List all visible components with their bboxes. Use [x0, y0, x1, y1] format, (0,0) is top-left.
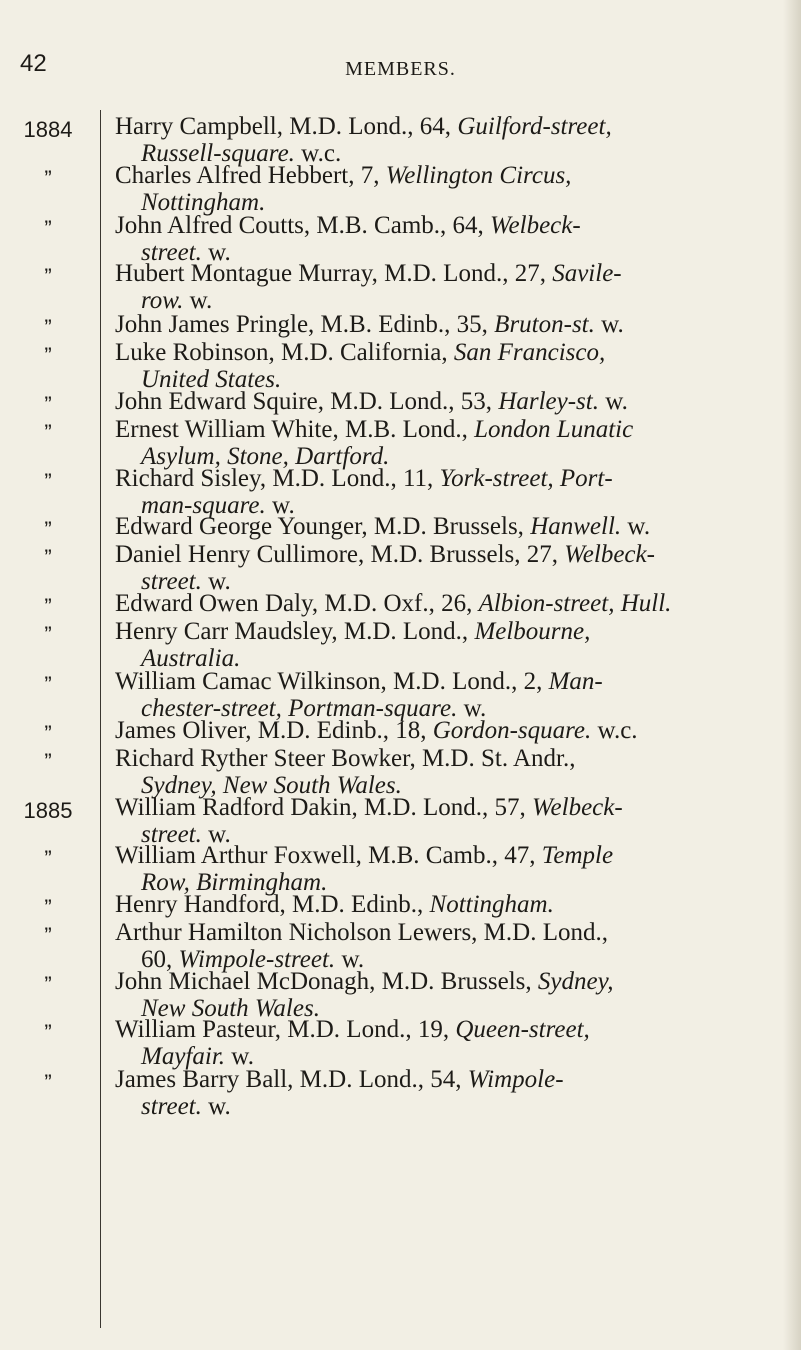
entry-line2-italic: United States. — [141, 366, 282, 393]
entry-year: ” — [44, 1020, 52, 1045]
entry-text — [115, 388, 787, 415]
entry-line1-italic: Albion-street, Hull. — [478, 590, 672, 617]
entry-text — [115, 1016, 787, 1070]
entry-line1-tail: w. — [627, 513, 651, 540]
entry-text — [115, 919, 787, 973]
entry-text — [115, 842, 787, 896]
entry-line1: Hubert Montague Murray, M.D. Lond., 27, — [115, 260, 546, 287]
entry-line1-italic: Queen-street, — [455, 1016, 590, 1043]
entry-line1: William Arthur Foxwell, M.B. Camb., 47, — [115, 842, 536, 869]
entry-line2-italic: Asylum, Stone, Dartford. — [141, 443, 390, 470]
entry-line1-tail: w.c. — [597, 717, 638, 744]
entry-year: ” — [44, 594, 52, 619]
entry-text — [115, 513, 787, 540]
entry-line1-tail: w. — [605, 388, 628, 415]
entry-line1-italic: Welbeck- — [564, 541, 655, 568]
entry-year: ” — [44, 749, 52, 774]
entry-line2-italic: row. — [141, 287, 184, 314]
entry-year: ” — [44, 315, 52, 340]
entry-year: ” — [44, 972, 52, 997]
entry-text — [115, 416, 787, 470]
entry-line2-tail: w. — [208, 1093, 231, 1120]
entry-year: ” — [44, 264, 52, 289]
entry-line2-tail: w.c. — [301, 140, 342, 167]
entry-year: ” — [44, 469, 52, 494]
entry-line1-italic: Hanwell. — [530, 513, 622, 540]
entry-year: ” — [44, 846, 52, 871]
entry-line1: Charles Alfred Hebbert, 7, — [115, 162, 380, 189]
entry-line1-italic: Guilford-street, — [457, 113, 612, 140]
entry-line1-italic: Temple — [541, 842, 614, 869]
entry-line1: Henry Carr Maudsley, M.D. Lond., — [115, 618, 469, 645]
entry-line1: Ernest William White, M.B. Lond., — [115, 416, 468, 443]
entry-text — [115, 590, 787, 617]
entry-line1: John Michael McDonagh, M.D. Brussels, — [115, 968, 532, 995]
entry-line2-italic: street. — [141, 1093, 202, 1120]
entry-text — [115, 465, 787, 519]
entry-year: ” — [44, 545, 52, 570]
entry-line2-tail: w. — [208, 821, 231, 848]
entry-year: ” — [44, 672, 52, 697]
entry-line2-tail: w. — [208, 568, 231, 595]
entry-text — [115, 1066, 787, 1120]
entry-text — [115, 162, 787, 216]
entry-year: ” — [44, 216, 52, 241]
entry-line2-italic: street. — [141, 821, 202, 848]
entry-line2-italic: street. — [141, 239, 202, 266]
page-number: 42 — [20, 50, 47, 77]
entry-line2-italic: man-square. — [141, 492, 266, 519]
entry-line1: William Radford Dakin, M.D. Lond., 57, — [115, 794, 526, 821]
entry-year: ” — [44, 1070, 52, 1095]
entry-line1-italic: Melbourne, — [474, 618, 591, 645]
entry-line2-italic: Row, Birmingham. — [141, 869, 328, 896]
entry-line2-tail: w. — [189, 287, 213, 314]
entry-line1-italic: Welbeck- — [532, 794, 623, 821]
entry-year: ” — [44, 517, 52, 542]
entry-text — [115, 668, 787, 722]
entry-line2-italic: street. — [141, 568, 202, 595]
entry-line2-italic: Sydney, New South Wales. — [141, 772, 402, 799]
entry-line2-italic: Australia. — [141, 645, 241, 672]
column-rule — [100, 110, 101, 1328]
entry-year: ” — [44, 392, 52, 417]
entry-line1-italic: San Francisco, — [453, 339, 606, 366]
entry-line1-italic: Savile- — [552, 260, 622, 287]
entry-line2-tail: w. — [208, 239, 231, 266]
entry-line1: William Camac Wilkinson, M.D. Lond., 2, — [115, 668, 543, 695]
entry-line2-italic: Mayfair. — [141, 1043, 226, 1070]
entry-text — [115, 745, 787, 799]
entry-line1-italic: London Lunatic — [474, 416, 634, 443]
entry-text — [115, 541, 787, 595]
entry-line1-italic: Bruton-st. — [494, 311, 595, 338]
entry-text — [115, 968, 787, 1022]
entry-line1-italic: Harley-st. — [498, 388, 599, 415]
entry-line2-italic: Wimpole-street. — [178, 946, 336, 973]
entry-text — [115, 339, 787, 393]
entry-line1: James Barry Ball, M.D. Lond., 54, — [115, 1066, 462, 1093]
entry-line1: John Alfred Coutts, M.B. Camb., 64, — [115, 212, 484, 239]
entry-line2-italic: Russell-square. — [141, 140, 295, 167]
entry-year: ” — [44, 895, 52, 920]
running-head: MEMBERS. — [345, 58, 456, 80]
entry-line2-italic: New South Wales. — [141, 995, 320, 1022]
entry-line1-italic: Welbeck- — [490, 212, 581, 239]
entry-text — [115, 717, 787, 744]
entry-line2-tail: w. — [341, 946, 365, 973]
entry-text — [115, 113, 787, 167]
entry-year: ” — [44, 343, 52, 368]
entry-line1-italic: Wimpole- — [467, 1066, 564, 1093]
entry-year: 1885 — [23, 798, 73, 823]
entry-line2-tail: w. — [231, 1043, 254, 1070]
entry-line1: Richard Ryther Steer Bowker, M.D. St. Andr., — [115, 745, 576, 772]
entry-line1: Daniel Henry Cullimore, M.D. Brussels, 27, — [115, 541, 559, 568]
entry-line1: William Pasteur, M.D. Lond., 19, — [115, 1016, 450, 1043]
entry-line2-pre: 60, — [141, 946, 173, 973]
entry-year: ” — [44, 923, 52, 948]
entry-line1: Henry Handford, M.D. Edinb., — [115, 891, 424, 918]
entry-line1-italic: Wellington Circus, — [385, 162, 572, 189]
entry-text — [115, 212, 787, 266]
entry-text — [115, 794, 787, 848]
entry-line1: Arthur Hamilton Nicholson Lewers, M.D. Lond., — [115, 919, 608, 946]
entry-line1: John Edward Squire, M.D. Lond., 53, — [115, 388, 493, 415]
entry-line1-italic: York-street, Port- — [439, 465, 613, 492]
entry-year: ” — [44, 166, 52, 191]
entry-line1: Harry Campbell, M.D. Lond., 64, — [115, 113, 452, 140]
entry-line2-italic: Nottingham. — [141, 189, 266, 216]
entry-line2 — [115, 287, 787, 314]
entry-line1: Edward George Younger, M.D. Brussels, — [115, 513, 524, 540]
entry-text — [115, 311, 787, 338]
entry-line2-tail: w. — [463, 695, 487, 722]
entry-line1: John James Pringle, M.B. Edinb., 35, — [115, 311, 488, 338]
entry-line1-italic: Nottingham. — [429, 891, 554, 918]
entry-text — [115, 618, 787, 672]
entry-line1: Richard Sisley, M.D. Lond., 11, — [115, 465, 434, 492]
entry-text — [115, 260, 787, 314]
entry-line1: James Oliver, M.D. Edinb., 18, — [115, 717, 427, 744]
entry-line2-italic: chester-street, Portman-square. — [141, 695, 458, 722]
entry-line1-italic: Sydney, — [537, 968, 614, 995]
entry-year: 1884 — [23, 117, 73, 142]
entry-text — [115, 891, 787, 918]
entry-line1: Edward Owen Daly, M.D. Oxf., 26, — [115, 590, 473, 617]
entry-line2-tail: w. — [272, 492, 295, 519]
entry-line2 — [115, 1093, 787, 1120]
entry-year: ” — [44, 622, 52, 647]
entry-line1: Luke Robinson, M.D. California, — [115, 339, 448, 366]
entry-line1-italic: Man- — [548, 668, 603, 695]
entry-line1-italic: Gordon-square. — [432, 717, 592, 744]
entry-line1-tail: w. — [601, 311, 624, 338]
entry-year: ” — [44, 420, 52, 445]
entry-year: ” — [44, 721, 52, 746]
